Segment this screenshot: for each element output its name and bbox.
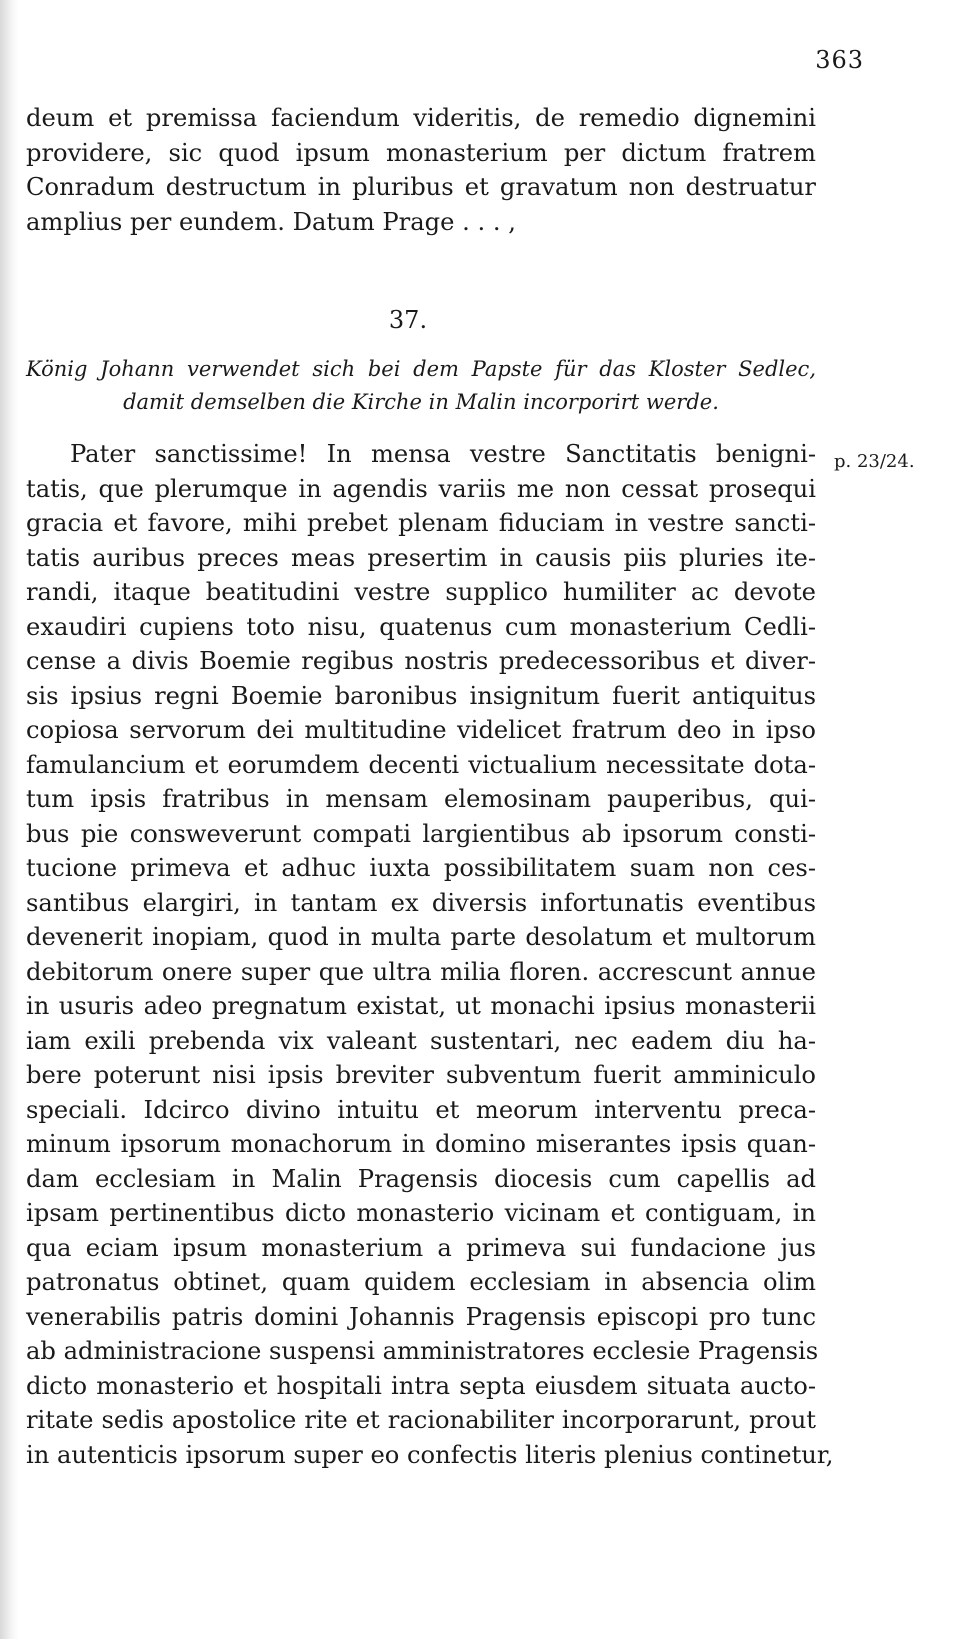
document-number: 37. [388,306,428,334]
document-heading [26,353,816,419]
text-line: tucione primeva et adhuc iuxta possibilitatem suam non ces- [26,854,816,882]
text-line: qua eciam ipsum monasterium a primeva sui fundacione jus [26,1233,816,1262]
text-line: deum et premissa faciendum videritis, de remedio dignemini [26,104,816,132]
text-line: tum ipsis fratribus in mensam elemosinam pauperibus, qui- [26,785,816,813]
text-line: patronatus obtinet, quam quidem ecclesiam in absencia olim [26,1268,816,1296]
text-line: speciali. Idcirco divino intuitu et meorum interventu preca- [26,1095,816,1124]
text-line: copiosa servorum dei multitudine videlicet fratrum deo in ipso [26,716,816,744]
text-line: in autenticis ipsorum super eo confectis literis plenius continetur, [26,1440,834,1469]
text-line: cense a divis Boemie regibus nostris predecessoribus et diver- [26,647,816,675]
text-line: bus pie consweverunt compati largientibus ab ipsorum consti- [26,819,816,848]
heading-line: König Johann verwendet sich bei dem Papste für das Kloster Sedlec, [26,357,816,381]
text-line: providere, sic quod ipsum monasterium per dictum fratrem [26,138,816,167]
text-line: exaudiri cupiens toto nisu, quatenus cum monasterium Cedli- [26,612,816,641]
heading-line: damit demselben die Kirche in Malin incorporirt werde. [123,390,719,414]
text-line: devenerit inopiam, quod in multa parte desolatum et multorum [26,923,816,951]
text-line: dam ecclesiam in Malin Pragensis diocesis cum capellis ad [26,1164,816,1193]
text-line: santibus elargiri, in tantam ex diversis infortunatis eventibus [26,888,816,917]
text-line: ipsam pertinentibus dicto monasterio vicinam et contiguam, in [26,1199,816,1227]
text-line: debitorum onere super que ultra milia floren. accrescunt annue [26,957,816,986]
text-line: famulancium et eorumdem decenti victualium necessitate dota- [26,750,816,779]
text-line: amplius per eundem. Datum Prage . . . , [26,207,516,236]
text-line: venerabilis patris domini Johannis Pragensis episcopi pro tunc [26,1302,816,1331]
text-line: ab administracione suspensi amministratores ecclesie Pragensis [26,1337,819,1365]
text-line: ritate sedis apostolice rite et racionabiliter incorporarunt, prout [26,1406,816,1434]
scan-edge-shading [0,0,18,1639]
page-number: 363 [815,46,864,74]
text-line: iam exili prebenda vix valeant sustentari, nec eadem diu ha- [26,1026,816,1055]
text-line: in usuris adeo pregnatum existat, ut monachi ipsius monasterii [26,992,816,1020]
text-line: tatis auribus preces meas presertim in causis piis pluries ite- [26,543,816,572]
text-line: minum ipsorum monachorum in domino miserantes ipsis quan- [26,1130,816,1158]
text-line: Conradum destructum in pluribus et gravatum non destruatur [26,173,816,201]
text-line: sis ipsius regni Boemie baronibus insignitum fuerit antiquitus [26,681,816,710]
text-line: bere poterunt nisi ipsis breviter subventum fuerit amminiculo [26,1061,816,1089]
text-line: randi, itaque beatitudini vestre supplico humiliter ac devote [26,578,816,606]
text-line: gracia et favore, mihi prebet plenam fiduciam in vestre sancti- [26,509,816,537]
text-line: dicto monasterio et hospitali intra septa eiusdem situata aucto- [26,1371,816,1400]
margin-note: p. 23/24. [834,451,915,472]
body-paragraph [26,437,834,1472]
intro-paragraph [26,101,816,239]
text-line: Pater sanctissime! In mensa vestre Sanctitatis benigni- [70,440,816,468]
text-line: tatis, que plerumque in agendis variis me non cessat prosequi [26,474,816,503]
